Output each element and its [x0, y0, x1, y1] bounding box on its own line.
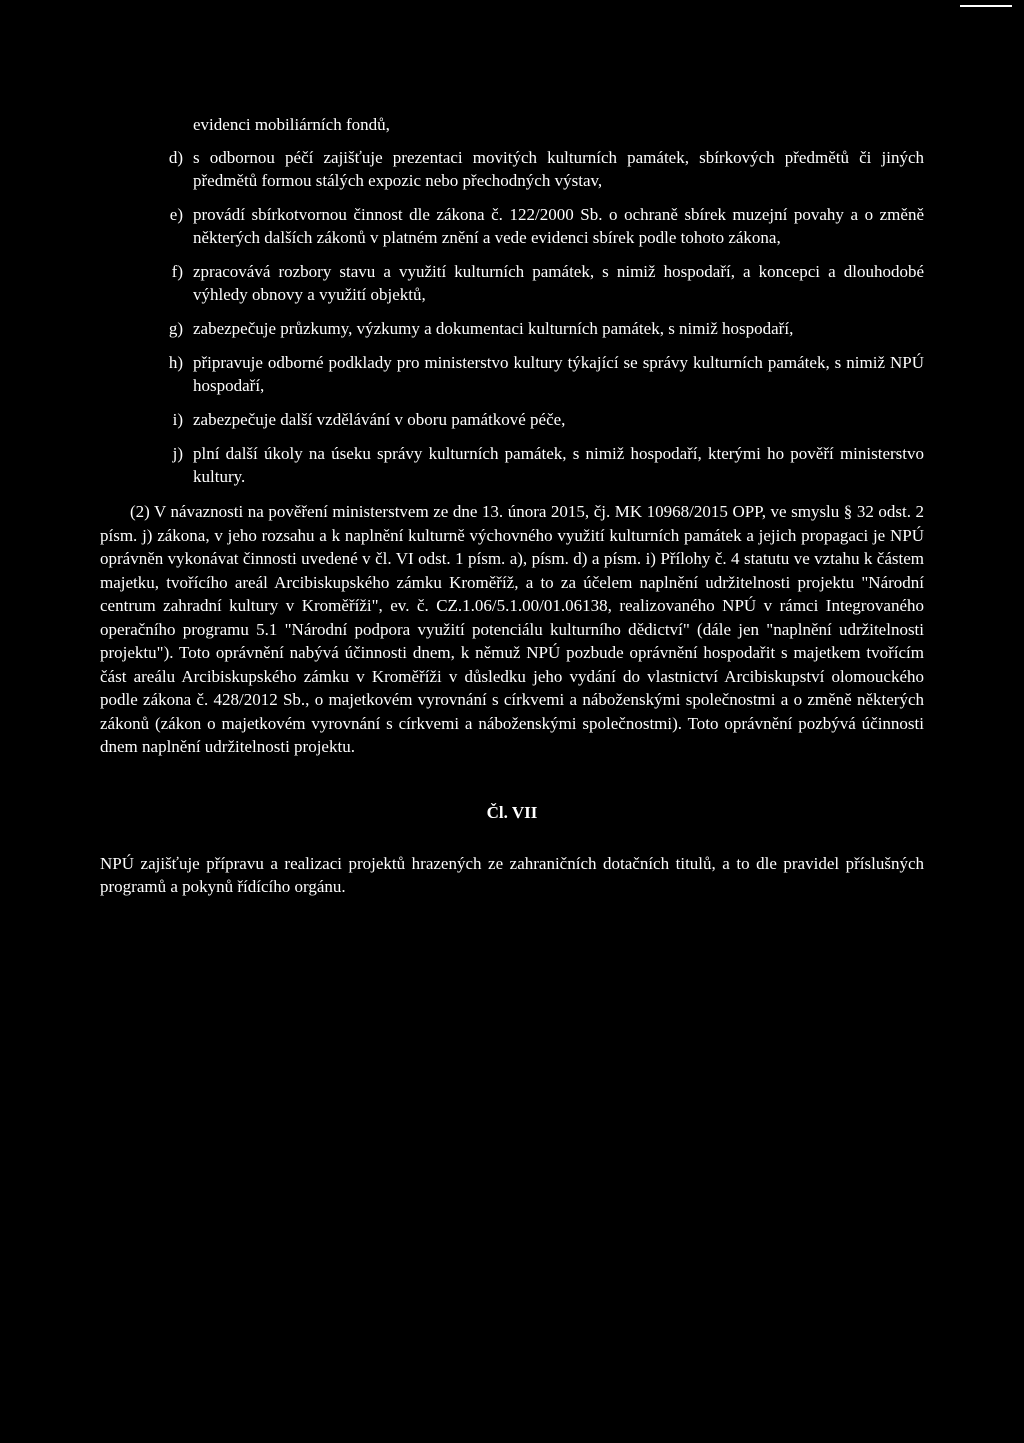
- list-item-text: zabezpečuje další vzdělávání v oboru památkové péče,: [193, 410, 566, 429]
- paragraph-3: NPÚ zajišťuje přípravu a realizaci projektů hrazených ze zahraničních dotačních titulů, a to dle pravidel příslušných programů a pokynů řídícího orgánu.: [100, 853, 924, 896]
- list-item-text: zabezpečuje průzkumy, výzkumy a dokumentaci kulturních památek, s nimiž hospodaří,: [193, 319, 794, 338]
- list-item-i: [100, 408, 924, 431]
- list-item-g: [100, 317, 924, 340]
- list-item-d: [100, 146, 924, 192]
- paragraph-2-text: (2) V návaznosti na pověření ministerstvem ze dne 13. února 2015, čj. MK 10968/2015 OPP, ve smyslu § 32 odst. 2 písm. j) zákona, v jeho rozsahu a k naplnění kulturně výchovného využití kulturních památek a jejich propagaci je NPÚ oprávněn vykonávat činnosti uvedené v čl. VI odst. 1 písm. a), písm. d) a písm. i) Přílohy č. 4 statutu ve vztahu k částem majetku, tvořícího areál Arcibiskupského zámku Kroměříž, a to za účelem naplnění udržitelnosti projektu "Národní centrum zahradní kultury v Kroměříži", ev. č. CZ.1.06/5.1.00/01.06138, realizovaného NPÚ v rámci Integrovaného operačního programu 5.1 "Národní podpora využití potenciálu kulturního dědictví" (dále jen "naplnění udržitelnosti projektu"). Toto oprávnění nabývá účinnosti dnem, k němuž NPÚ pozbude oprávnění hospodařit s majetkem tvořícím část areálu Arcibiskupského zámku v Kroměříži v důsledku jeho vydání do vlastnictví Arcibiskupství olomouckého podle zákona č. 428/2012 Sb., o majetkovém vyrovnání s církvemi a náboženskými společnostmi a o změně některých zákonů (zákon o majetkovém vyrovnání s církvemi a náboženskými společnostmi). Toto oprávnění pozbývá účinnosti dnem naplnění udržitelnosti projektu.: [100, 502, 924, 756]
- list-item-text: zpracovává rozbory stavu a využití kulturních památek, s nimiž hospodaří, a koncepci a dlouhodobé výhledy obnovy a využití objektů,: [193, 262, 924, 304]
- list-item-f: [100, 260, 924, 306]
- list-item-label: h): [168, 353, 183, 372]
- list-item-label: i): [172, 410, 183, 429]
- list-item-label: f): [171, 262, 183, 281]
- list-item-e: [100, 203, 924, 249]
- list-item-label: j): [172, 444, 183, 463]
- list-item-label: d): [168, 148, 183, 167]
- list-item-text: provádí sbírkotvornou činnost dle zákona č. 122/2000 Sb. o ochraně sbírek muzejní povahy a o změně některých dalších zákonů v platném znění a vede evidenci sbírek podle tohoto zákona,: [193, 205, 924, 247]
- list-item-text: plní další úkoly na úseku správy kulturních památek, s nimiž hospodaří, kterými ho pověří ministerstvo kultury.: [193, 444, 924, 486]
- continuation-line: evidenci mobiliárních fondů,: [193, 115, 390, 134]
- list-item-label: e): [169, 205, 183, 224]
- list-item-h: [100, 351, 924, 397]
- scan-edge-mark: [960, 5, 1012, 7]
- document-body: [100, 113, 924, 916]
- list-item-label: g): [168, 319, 183, 338]
- list-item-text: připravuje odborné podklady pro ministerstvo kultury týkající se správy kulturních památek, s nimiž NPÚ hospodaří,: [193, 353, 924, 395]
- paragraph-2: [100, 500, 924, 759]
- list-item-text: s odbornou péčí zajišťuje prezentaci movitých kulturních památek, sbírkových předmětů či jiných předmětů formou stálých expozic nebo přechodných výstav,: [193, 148, 924, 190]
- article-heading: Čl. VII: [486, 802, 538, 822]
- list-item-j: [100, 442, 924, 488]
